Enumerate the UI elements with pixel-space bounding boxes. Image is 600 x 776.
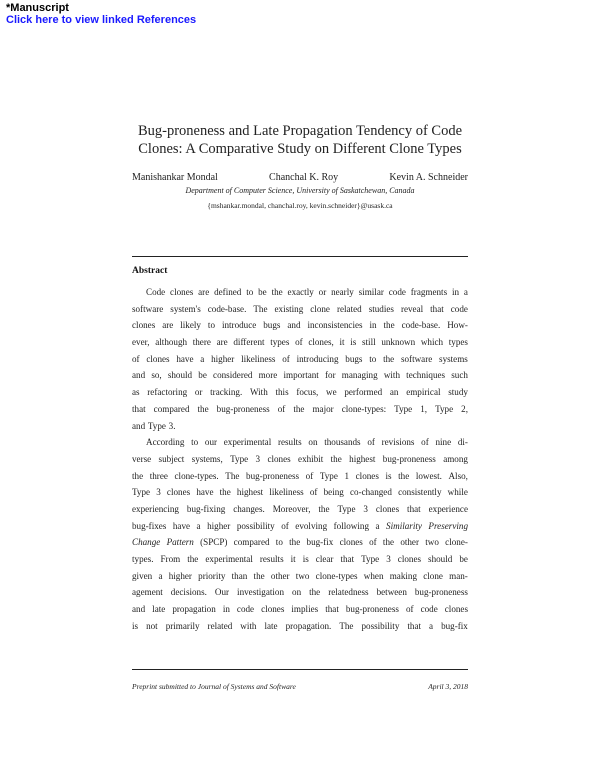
abstract-word: of [369,537,377,548]
abstract-line [132,601,468,618]
abstract-word: the [271,287,283,297]
abstract-word: man- [449,570,468,581]
abstract-word: so, [151,370,162,381]
abstract-word: related [336,303,362,314]
abstract-word: experimental [223,437,272,448]
abstract-word: the [309,587,321,598]
abstract-word: this [275,387,289,398]
abstract-word: of [421,437,429,448]
abstract-word: and [132,370,146,381]
abstract-line [132,568,468,585]
abstract-word: are [216,337,228,348]
abstract-word: managing [341,370,378,381]
abstract-word: clones [375,503,400,514]
abstract-word: being [323,487,344,498]
manuscript-label: *Manuscript [6,2,69,14]
abstract-line [132,401,468,418]
abstract-word: likeliness [269,487,304,498]
abstract-word: 3 [363,503,368,514]
abstract-word: it [339,337,345,348]
abstract-word: the [383,320,395,331]
abstract-word: are [162,320,174,331]
abstract-word: Type [394,403,413,414]
abstract-word: code-base. [207,303,247,314]
abstract-word: propagation [172,604,216,615]
abstract-word: software [400,353,433,364]
abstract-heading: Abstract [132,266,168,276]
abstract-word: How- [447,320,468,331]
abstract-line [132,284,468,301]
abstract-word: to [275,537,283,548]
abstract-word: clones [146,353,170,364]
abstract-word: for [325,370,336,381]
abstract-word: Moreover, [272,503,311,514]
abstract-word: introduce [221,320,257,331]
abstract-word: refactoring [147,387,188,398]
abstract-word: reveal [400,303,424,314]
abstract-word: to [191,437,199,448]
abstract-word: code [388,287,406,297]
footer-journal: Preprint submitted to Journal of Systems and Software [132,682,296,691]
abstract-word: clone-types [315,570,358,581]
abstract-word: clone-types. [174,470,219,481]
abstract-word: di- [457,437,468,448]
abstract-word: clones [339,537,363,548]
abstract-word: possibility [361,620,400,631]
abstract-word: in [222,604,230,615]
abstract-word: systems [439,353,468,364]
abstract-word: code [420,604,438,615]
abstract-word: Type [147,420,166,431]
abstract-word: are [198,287,210,297]
abstract-word: that [407,620,422,631]
abstract-line [132,534,468,551]
author-2: Chanchal K. Roy [269,172,339,183]
abstract-word: is [350,337,357,348]
abstract-line [132,468,468,485]
abstract-word: relatedness [328,587,369,598]
abstract-word: compared [233,537,270,548]
abstract-word: bug-proneness [414,587,468,598]
abstract-word: have [196,487,214,498]
abstract-word: primarily [165,620,200,631]
abstract-word: clones [397,554,422,564]
abstract-word: than [231,570,248,581]
abstract-line [132,317,468,334]
manuscript-stamp [6,2,196,26]
abstract-word: of [309,487,318,498]
abstract-word: bug-proneness [382,453,436,464]
abstract-word: bug-fix [306,537,334,548]
view-references-link[interactable]: Click here to view linked References [6,14,197,26]
abstract-word: types [270,337,290,348]
abstract-word: of [281,520,289,531]
abstract-word: the [383,353,395,364]
abstract-word: similar [358,287,384,297]
page-footer [132,682,468,691]
abstract-word: between [376,587,407,598]
abstract-word: more [258,370,278,381]
abstract-word: following [333,520,369,531]
abstract-word: late [152,604,166,615]
abstract-word: of [295,337,303,348]
abstract-word: code [236,604,255,615]
abstract-word: that [132,403,146,414]
abstract-word: a [158,570,163,581]
abstract-word: should [428,554,453,564]
abstract-word: Type [230,453,249,464]
abstract-word: the [289,537,301,548]
abstract-word: 3 [255,453,261,464]
abstract-word: 3 [156,487,161,498]
abstract-word: higher [207,520,231,531]
abstract-word: focus, [296,387,319,398]
paper-title [0,122,600,158]
abstract-word: highest [349,453,376,464]
abstract-word: it [290,554,296,564]
abstract-word: code [450,303,468,314]
abstract-word: not [146,620,158,631]
abstract-word: a [200,353,205,364]
abstract-word: we [326,387,337,398]
abstract-word: of [367,437,375,448]
abstract-word: consistently [398,487,442,498]
abstract-word: the [318,503,330,514]
abstract-word: a [429,620,434,631]
abstract-word: defined [214,287,242,297]
abstract-word: which [420,337,444,348]
abstract-word: likeliness [241,353,276,364]
footer-date: April 3, 2018 [428,682,468,691]
abstract-word: With [249,387,268,398]
abstract-word: highest [236,487,264,498]
abstract-body [132,284,468,634]
abstract-line [132,584,468,601]
abstract-word: clone [310,303,330,314]
abstract-word: is [385,470,392,481]
abstract-word: existing [274,303,304,314]
abstract-word: and [132,420,146,431]
abstract-word: empirical [406,387,441,398]
abstract-word: still [361,337,376,348]
author-list [132,172,468,183]
abstract-word: Similarity [386,520,422,531]
abstract-word: systems, [191,453,223,464]
abstract-word: an [389,387,399,398]
abstract-line [132,418,468,435]
abstract-word: other [400,537,419,548]
abstract-word: bug-proneness [246,470,300,481]
abstract-word: major [312,403,334,414]
abstract-word: According [146,437,185,448]
abstract-line [132,451,468,468]
abstract-word: clone- [445,537,468,548]
abstract-word: The [253,303,268,314]
abstract-word: late [264,620,278,631]
abstract-word: clear [315,554,334,564]
abstract-word: should [167,370,193,381]
abstract-word: propagation. [285,620,332,631]
abstract-word: Type [319,470,338,481]
abstract-word: thousands [324,437,361,448]
abstract-word: the [293,403,305,414]
abstract-word: unknown [381,337,416,348]
affiliation: Department of Computer Science, University of Saskatchewan, Canada [185,186,415,195]
abstract-word: two [295,570,310,581]
abstract-word: co-changed [349,487,392,498]
abstract-line [132,434,468,451]
abstract-word: Our [214,587,230,598]
author-1: Manishankar Mondal [132,172,218,183]
author-emails: {mshankar.mondal, chanchal.roy, kevin.schneider}@usask.ca [207,201,393,210]
abstract-word: the [197,403,209,414]
abstract-word: with [383,370,400,381]
abstract-word: fragments [410,287,448,297]
abstract-word: among [443,453,468,464]
abstract-word: ever, [132,337,150,348]
abstract-word: the [187,554,199,564]
abstract-word: on [308,437,318,448]
abstract-word: types. [132,554,154,564]
title-line-1: Bug-proneness and Late Propagation Tendency of Code [137,123,463,139]
abstract-word: exhibit [298,453,324,464]
abstract-word: and [132,604,146,615]
abstract-word: while [447,487,468,498]
abstract-word: code-base. [401,320,441,331]
abstract-word: possibility [236,520,275,531]
abstract-line [132,501,468,518]
abstract-word: types [448,337,468,348]
abstract-word: there [192,337,211,348]
abstract-word: considered [213,370,253,381]
abstract-bottom-rule [132,669,468,670]
abstract-word: Code [146,287,166,297]
abstract-word: results [277,437,302,448]
abstract-word: that [340,554,355,564]
abstract-word: that [325,604,339,615]
abstract-word: nine [435,437,452,448]
abstract-word: three [149,470,168,481]
abstract-word: a [463,287,468,297]
abstract-word: be [198,370,207,381]
abstract-word: and [287,320,301,331]
abstract-word: the [253,570,265,581]
abstract-word: in [369,320,377,331]
abstract-word: compared [153,403,190,414]
abstract-top-rule [132,256,468,257]
abstract-word: the [219,487,231,498]
abstract-word: system's [170,303,201,314]
abstract-word: a [196,520,201,531]
abstract-word: nearly [331,287,354,297]
abstract-word: (SPCP) [200,537,228,548]
abstract-word: have [172,520,191,531]
abstract-word: Preserving [428,520,468,531]
abstract-word: that [430,303,444,314]
abstract-word: the [382,537,395,548]
abstract-word: as [132,387,140,398]
abstract-word: Type [337,503,356,514]
abstract-word: software [132,303,164,314]
abstract-word: changes. [233,503,265,514]
abstract-word: important [283,370,319,381]
abstract-word: revisions [381,437,415,448]
abstract-word: experimental [205,554,253,564]
abstract-word: with [240,620,257,631]
abstract-word: bug-fixes [132,520,167,531]
abstract-word: the [398,470,410,481]
abstract-word: clones, [308,337,334,348]
abstract-word: the [330,453,342,464]
abstract-line [132,518,468,535]
abstract-word: or [194,387,203,398]
abstract-word: bugs [263,320,281,331]
abstract-word: the [132,470,144,481]
abstract-word: Type [435,403,454,414]
abstract-word: is [132,620,139,631]
abstract-word: The [225,470,240,481]
abstract-word: different [233,337,265,348]
abstract-word: decisions. [170,587,207,598]
abstract-word: of [405,604,414,615]
abstract-word: clones [170,287,194,297]
abstract-word: be [459,554,468,564]
abstract-word: clones [166,487,191,498]
abstract-word: clones [444,604,468,615]
abstract-word: although [155,337,188,348]
abstract-word: bug-fix [441,620,468,631]
abstract-word: have [176,353,194,364]
abstract-word: that [407,503,421,514]
abstract-word: related [207,620,233,631]
abstract-word: clones [261,604,285,615]
abstract-word: is [302,554,309,564]
abstract-word: or [318,287,327,297]
abstract-word: agement [132,587,163,598]
abstract-word: verse [132,453,152,464]
abstract-word: of [277,403,286,414]
abstract-word: 1 [344,470,350,481]
abstract-line [132,367,468,384]
abstract-line [132,384,468,401]
abstract-word: our [204,437,218,448]
abstract-word: Change [132,537,161,548]
abstract-word: higher [211,353,235,364]
abstract-word: Pattern [166,537,194,548]
abstract-line [132,551,468,568]
abstract-word: Type [361,554,380,564]
abstract-word: other [270,570,290,581]
abstract-word: study [448,387,468,398]
abstract-word: clone [423,570,443,581]
abstract-word: performed [344,387,383,398]
abstract-word: clones [355,470,379,481]
abstract-word: Type [132,487,151,498]
abstract-word: bugs [345,353,363,364]
abstract-word: to [369,353,377,364]
abstract-word: exactly [287,287,314,297]
abstract-word: clone-types: [341,403,387,414]
abstract-word: From [160,554,181,564]
abstract-word: likely [180,320,201,331]
abstract-word: introducing [296,353,339,364]
abstract-word: 1, [420,403,428,414]
abstract-word: in [451,287,460,297]
abstract-word: Also, [448,470,468,481]
abstract-word: making [389,570,417,581]
abstract-word: to [207,320,215,331]
abstract-word: 2, [461,403,468,414]
abstract-word: given [132,570,153,581]
abstract-word: tracking. [210,387,243,398]
abstract-word: 3 [386,554,391,564]
abstract-word: subject [158,453,185,464]
abstract-word: evolving [295,520,328,531]
title-line-2: Clones: A Comparative Study on Different Clone Types [138,141,462,157]
abstract-word: bug-proneness [345,604,399,615]
abstract-line [132,618,468,635]
abstract-word: 3. [168,420,176,431]
abstract-word: The [339,620,354,631]
abstract-word: experience [428,503,468,514]
abstract-word: experiencing [132,503,179,514]
abstract-word: higher [168,570,192,581]
abstract-word: results [259,554,284,564]
abstract-word: techniques [406,370,446,381]
abstract-word: priority [198,570,226,581]
abstract-word: bug-fixing [186,503,226,514]
abstract-word: be [258,287,267,297]
abstract-word: investigation [237,587,285,598]
abstract-word: bug-proneness [216,403,270,414]
abstract-word: a [375,520,380,531]
author-3: Kevin A. Schneider [389,172,468,183]
abstract-word: clones [132,320,156,331]
abstract-word: of [282,353,290,364]
abstract-word: of [132,353,140,364]
abstract-line [132,484,468,501]
abstract-word: on [292,587,302,598]
abstract-word: inconsistencies [307,320,363,331]
abstract-word: of [305,470,314,481]
abstract-word: two [425,537,439,548]
abstract-word: such [451,370,468,381]
abstract-line [132,334,468,351]
abstract-word: to [246,287,254,297]
abstract-line [132,301,468,318]
abstract-word: clones [267,453,291,464]
abstract-word: when [363,570,384,581]
abstract-word: lowest. [415,470,442,481]
abstract-word: studies [368,303,394,314]
abstract-line [132,351,468,368]
abstract-word: implies [291,604,319,615]
